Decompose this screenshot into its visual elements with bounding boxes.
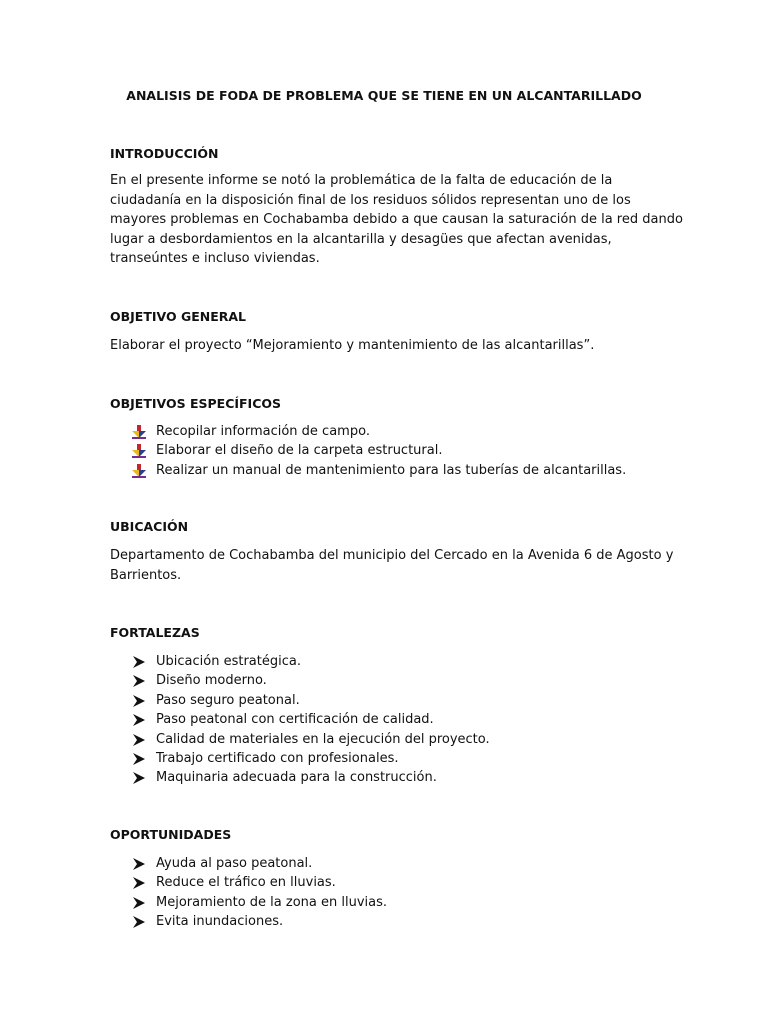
list-item-text: Elaborar el diseño de la carpeta estructural.: [156, 443, 443, 459]
list-item-text: Diseño moderno.: [156, 673, 267, 689]
objetivos-especificos-list: [110, 422, 670, 480]
list-item-text: Reduce el tráfico en lluvias.: [156, 875, 336, 891]
list-item: [110, 854, 670, 873]
section-heading-fortalezas: FORTALEZAS: [110, 625, 200, 640]
paragraph-line: mayores problemas en Cochabamba debido a que causan la saturación de la red dando: [110, 212, 683, 227]
list-item: [110, 652, 670, 671]
fortalezas-list: [110, 652, 670, 788]
arrowhead-right-icon: [132, 876, 146, 890]
list-item: [110, 749, 670, 768]
list-item-text: Ubicación estratégica.: [156, 654, 301, 669]
list-item: [110, 422, 670, 441]
paragraph-line: Elaborar el proyecto “Mejoramiento y mantenimiento de las alcantarillas”.: [110, 338, 595, 353]
list-item: [110, 893, 670, 912]
list-item: [110, 461, 670, 480]
section-heading-introduccion: INTRODUCCIÓN: [110, 146, 219, 161]
arrowhead-right-icon: [132, 694, 146, 708]
arrowhead-right-icon: [132, 771, 146, 785]
list-item: [110, 912, 670, 931]
list-item: [110, 691, 670, 710]
introduccion-paragraph: [110, 171, 683, 269]
list-item-text: Evita inundaciones.: [156, 914, 284, 930]
paragraph-line: Barrientos.: [110, 567, 182, 583]
section-heading-ubicacion: UBICACIÓN: [110, 519, 189, 534]
list-item-text: Calidad de materiales en la ejecución del proyecto.: [156, 731, 490, 747]
oportunidades-list: [110, 854, 670, 932]
paragraph-line: transeúntes e incluso viviendas.: [110, 251, 320, 266]
list-item-text: Paso seguro peatonal.: [156, 692, 300, 708]
section-oportunidades: [110, 827, 670, 932]
section-introduccion: [110, 146, 683, 269]
arrowhead-right-icon: [132, 752, 146, 766]
arrowhead-right-icon: [132, 857, 146, 871]
arrowhead-right-icon: [132, 713, 146, 727]
section-fortalezas: [110, 625, 670, 788]
section-objetivos-especificos: [110, 396, 670, 480]
paragraph-line: En el presente informe se notó la problemática de la falta de educación de la: [110, 173, 613, 188]
arrowhead-right-icon: [132, 733, 146, 747]
list-item-text: Recopilar información de campo.: [156, 424, 370, 439]
list-item: [110, 873, 670, 892]
objetivo-general-paragraph: [110, 336, 670, 356]
list-item: [110, 441, 670, 460]
section-heading-objetivo-general: OBJETIVO GENERAL: [110, 309, 247, 324]
document-title: ANALISIS DE FODA DE PROBLEMA QUE SE TIENE EN UN ALCANTARILLADO: [126, 88, 642, 103]
list-item-text: Realizar un manual de mantenimiento para las tuberías de alcantarillas.: [156, 462, 627, 478]
paragraph-line: ciudadanía en la disposición final de los residuos sólidos representan uno de los: [110, 192, 631, 208]
colored-down-arrow-icon: [132, 464, 146, 478]
section-heading-oportunidades: OPORTUNIDADES: [110, 827, 232, 842]
arrowhead-right-icon: [132, 674, 146, 688]
list-item: [110, 710, 670, 729]
colored-down-arrow-icon: [132, 425, 146, 439]
section-objetivo-general: [110, 309, 670, 356]
arrowhead-right-icon: [132, 915, 146, 929]
list-item: [110, 730, 670, 749]
arrowhead-right-icon: [132, 896, 146, 910]
paragraph-line: lugar a desbordamientos en la alcantarilla y desagües que afectan avenidas,: [110, 231, 612, 247]
list-item-text: Maquinaria adecuada para la construcción.: [156, 770, 437, 786]
list-item-text: Paso peatonal con certificación de calidad.: [156, 712, 434, 728]
list-item-text: Mejoramiento de la zona en lluvias.: [156, 894, 388, 910]
colored-down-arrow-icon: [132, 444, 146, 458]
list-item: [110, 768, 670, 787]
paragraph-line: Departamento de Cochabamba del municipio del Cercado en la Avenida 6 de Agosto y: [110, 548, 674, 563]
section-heading-objetivos-especificos: OBJETIVOS ESPECÍFICOS: [110, 396, 282, 411]
ubicacion-paragraph: [110, 546, 674, 585]
list-item: [110, 671, 670, 690]
arrowhead-right-icon: [132, 655, 146, 669]
section-ubicacion: [110, 519, 674, 585]
list-item-text: Ayuda al paso peatonal.: [156, 856, 313, 871]
list-item-text: Trabajo certificado con profesionales.: [156, 751, 399, 767]
